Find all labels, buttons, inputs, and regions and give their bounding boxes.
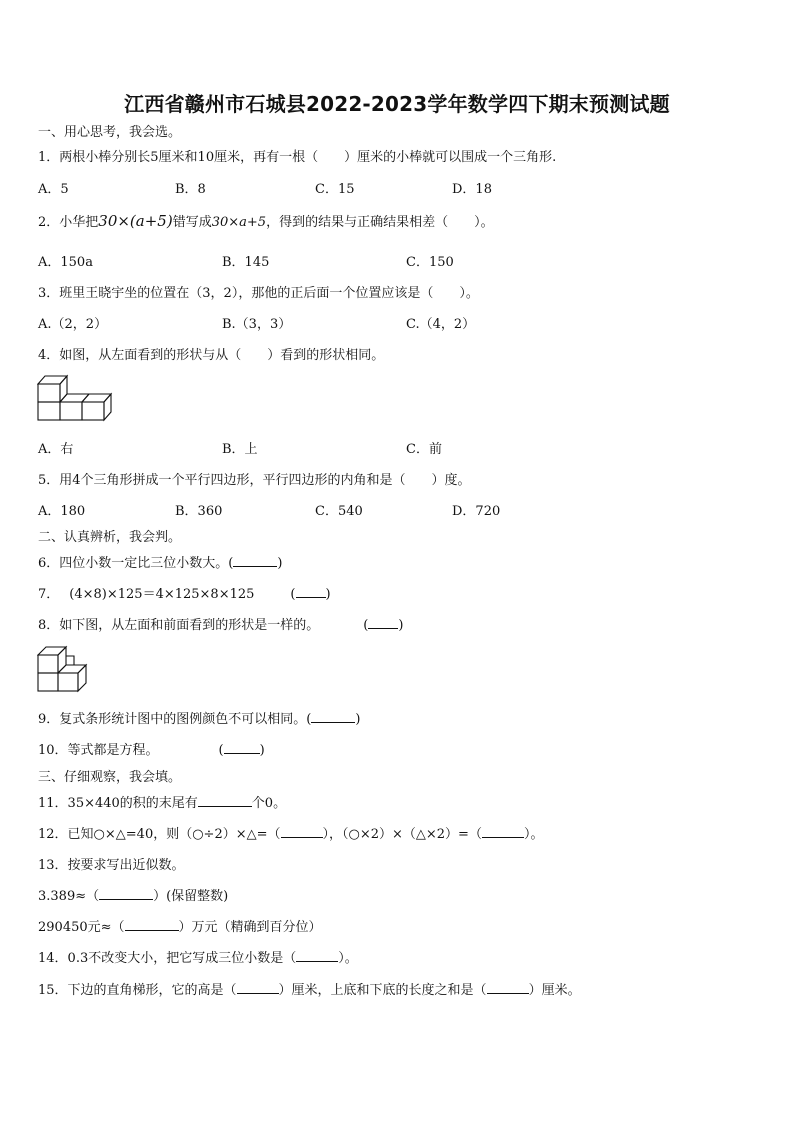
- q12-answer-blank-1[interactable]: [281, 825, 323, 838]
- q12-middle: ），（○×2）×（△×2）=（: [322, 827, 482, 842]
- q3-option-b: B.（3，3）: [222, 317, 292, 332]
- q1-option-b: B．8: [175, 182, 206, 197]
- q10-answer-blank[interactable]: [224, 741, 260, 754]
- q7-expression: (4×8)×125＝4×125×8×125: [69, 587, 255, 602]
- q8-open: (: [363, 618, 369, 633]
- q8-close: ): [398, 618, 404, 633]
- q8-cube-figure: [37, 643, 91, 693]
- q14-answer-blank[interactable]: [296, 949, 338, 962]
- q13b-text: 290450元≈（: [38, 920, 125, 935]
- q10-text: 10．等式都是方程。: [38, 743, 159, 758]
- question-15: [38, 979, 581, 998]
- q7-number: 7．: [38, 587, 60, 602]
- question-5: 5．用4个三角形拼成一个平行四边形，平行四边形的内角和是（ ）度。: [38, 473, 471, 488]
- section-heading-3: 三、仔细观察，我会填。: [38, 770, 182, 785]
- q2-prefix: 2．小华把: [38, 215, 99, 230]
- q4-cube-figure: [37, 373, 113, 423]
- q9-answer-blank[interactable]: [311, 710, 355, 723]
- q2-middle: 错写成: [172, 215, 212, 230]
- q15-answer-blank-1[interactable]: [237, 981, 279, 994]
- q8-text: 8．如下图，从左面和前面看到的形状是一样的。: [38, 618, 320, 633]
- q5-option-a: A．180: [38, 504, 86, 519]
- q1-option-d: D．18: [452, 182, 492, 197]
- q9-close: ): [355, 712, 361, 727]
- q5-option-d: D．720: [452, 504, 501, 519]
- question-7: [38, 583, 331, 602]
- question-1: 1．两根小棒分别长5厘米和10厘米，再有一根（ ）厘米的小棒就可以围成一个三角形.: [38, 150, 557, 165]
- q7-answer-blank[interactable]: [296, 585, 326, 598]
- q14-text: 14．0.3不改变大小，把它写成三位小数是（: [38, 951, 297, 966]
- q4-option-b: B．上: [222, 442, 258, 457]
- q6-answer-blank[interactable]: [233, 554, 277, 567]
- q10-close: ): [259, 743, 265, 758]
- q6-text: 6．四位小数一定比三位小数大。(: [38, 556, 234, 571]
- question-13-part-b: [38, 916, 322, 935]
- q1-option-c: C．15: [315, 182, 355, 197]
- q7-open: (: [290, 587, 296, 602]
- question-4: 4．如图，从左面看到的形状与从（ ）看到的形状相同。: [38, 348, 385, 363]
- page-title: 江西省赣州市石城县2022-2023学年数学四下期末预测试题: [124, 92, 670, 116]
- q2-expression-correct: 30×(a+5): [98, 212, 173, 230]
- question-11: [38, 792, 286, 811]
- q13b-end: ）万元（精确到百分位）: [178, 920, 322, 935]
- q10-open: (: [218, 743, 224, 758]
- q15-end: ）厘米。: [528, 983, 581, 998]
- q11-answer-blank[interactable]: [198, 794, 252, 807]
- question-3: 3．班里王晓宇坐的位置在（3，2），那他的正后面一个位置应该是（ ）。: [38, 286, 479, 301]
- question-14: [38, 947, 358, 966]
- q11-text: 11．35×440的积的末尾有: [38, 796, 198, 811]
- question-10: [38, 739, 265, 758]
- q15-text: 15．下边的直角梯形，它的高是（: [38, 983, 237, 998]
- q15-answer-blank-2[interactable]: [487, 981, 529, 994]
- q13a-end: ）(保留整数): [153, 889, 229, 904]
- q5-option-b: B．360: [175, 504, 223, 519]
- q2-option-c: C．150: [406, 255, 454, 270]
- q12-answer-blank-2[interactable]: [482, 825, 524, 838]
- q12-text: 12．已知○×△=40，则（○÷2）×△=（: [38, 827, 281, 842]
- q3-option-a: A.（2，2）: [38, 317, 108, 332]
- q13a-answer-blank[interactable]: [99, 887, 153, 900]
- question-13: 13．按要求写出近似数。: [38, 858, 185, 873]
- q4-option-a: A．右: [38, 442, 74, 457]
- q1-option-a: A．5: [38, 182, 69, 197]
- question-12: [38, 823, 543, 842]
- q4-option-c: C．前: [406, 442, 442, 457]
- question-9: [38, 708, 360, 727]
- question-13-part-a: [38, 885, 228, 904]
- section-heading-2: 二、认真辨析，我会判。: [38, 530, 182, 545]
- q12-end: ）。: [523, 827, 544, 842]
- q11-end: 个0。: [251, 796, 287, 811]
- q13b-answer-blank[interactable]: [125, 918, 179, 931]
- q2-expression-wrong: 30×a+5: [211, 215, 267, 230]
- question-2: [38, 211, 494, 230]
- q2-suffix: ，得到的结果与正确结果相差（ ）。: [266, 215, 494, 230]
- q9-text: 9．复式条形统计图中的图例颜色不可以相同。(: [38, 712, 312, 727]
- q6-close: ): [277, 556, 283, 571]
- q2-option-b: B．145: [222, 255, 270, 270]
- q8-answer-blank[interactable]: [368, 616, 398, 629]
- q2-option-a: A．150a: [38, 255, 93, 270]
- section-heading-1: 一、用心思考，我会选。: [38, 125, 182, 140]
- q14-end: ）。: [338, 951, 358, 966]
- question-8: [38, 614, 403, 633]
- q5-option-c: C．540: [315, 504, 363, 519]
- q7-close: ): [325, 587, 331, 602]
- q15-middle: ）厘米，上底和下底的长度之和是（: [278, 983, 487, 998]
- q3-option-c: C.（4，2）: [406, 317, 476, 332]
- question-6: [38, 552, 282, 571]
- q13a-text: 3.389≈（: [38, 889, 100, 904]
